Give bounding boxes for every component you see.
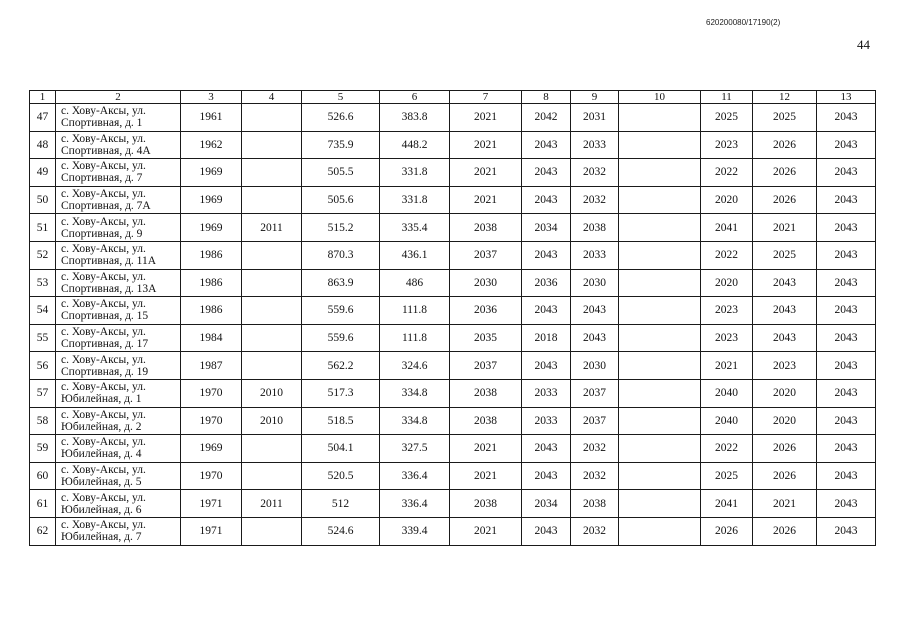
cell-col-4 [242, 324, 302, 352]
cell-col-10 [619, 435, 701, 463]
table-row [30, 269, 876, 297]
cell-col-11: 2040 [701, 379, 753, 407]
cell-col-13: 2043 [817, 297, 876, 325]
address-line-2: Спортивная, д. 9 [61, 227, 143, 240]
cell-col-10 [619, 104, 701, 132]
cell-col-8: 2034 [522, 490, 571, 518]
table-row [30, 462, 876, 490]
table-row [30, 435, 876, 463]
cell-col-7: 2030 [450, 269, 522, 297]
cell-col-9: 2032 [571, 435, 619, 463]
cell-col-5: 515.2 [302, 214, 380, 242]
cell-col-12: 2026 [753, 159, 817, 187]
row-number-cell: 54 [30, 297, 56, 325]
cell-col-11: 2023 [701, 131, 753, 159]
row-number-cell: 55 [30, 324, 56, 352]
address-cell [56, 214, 181, 242]
cell-col-5: 870.3 [302, 241, 380, 269]
table-row [30, 407, 876, 435]
cell-col-4 [242, 462, 302, 490]
cell-col-3: 1984 [181, 324, 242, 352]
row-number-cell: 61 [30, 490, 56, 518]
cell-col-8: 2043 [522, 186, 571, 214]
cell-col-12: 2026 [753, 131, 817, 159]
cell-col-3: 1969 [181, 214, 242, 242]
column-header-11: 11 [701, 91, 753, 104]
cell-col-6: 111.8 [380, 324, 450, 352]
cell-col-9: 2037 [571, 407, 619, 435]
cell-col-5: 562.2 [302, 352, 380, 380]
cell-col-11: 2023 [701, 324, 753, 352]
cell-col-5: 559.6 [302, 297, 380, 325]
cell-col-5: 735.9 [302, 131, 380, 159]
cell-col-5: 505.6 [302, 186, 380, 214]
address-line-1: с. Хову-Аксы, ул. [61, 519, 146, 532]
cell-col-9: 2031 [571, 104, 619, 132]
header-row [30, 91, 876, 104]
cell-col-10 [619, 517, 701, 545]
cell-col-13: 2043 [817, 517, 876, 545]
cell-col-13: 2043 [817, 352, 876, 380]
column-header-12: 12 [753, 91, 817, 104]
row-number-cell: 57 [30, 379, 56, 407]
cell-col-6: 324.6 [380, 352, 450, 380]
cell-col-6: 334.8 [380, 379, 450, 407]
cell-col-10 [619, 214, 701, 242]
address-line-2: Юбилейная, д. 1 [61, 393, 142, 406]
cell-col-4 [242, 186, 302, 214]
cell-col-10 [619, 241, 701, 269]
cell-col-12: 2021 [753, 214, 817, 242]
row-number-cell: 60 [30, 462, 56, 490]
row-number-cell: 53 [30, 269, 56, 297]
cell-col-10 [619, 407, 701, 435]
address-cell [56, 352, 181, 380]
address-line-1: с. Хову-Аксы, ул. [61, 215, 146, 228]
column-header-2: 2 [56, 91, 181, 104]
cell-col-3: 1962 [181, 131, 242, 159]
cell-col-12: 2025 [753, 241, 817, 269]
cell-col-3: 1986 [181, 269, 242, 297]
cell-col-13: 2043 [817, 435, 876, 463]
cell-col-11: 2041 [701, 490, 753, 518]
address-line-1: с. Хову-Аксы, ул. [61, 436, 146, 449]
address-cell [56, 104, 181, 132]
row-number-cell: 59 [30, 435, 56, 463]
address-line-2: Спортивная, д. 19 [61, 365, 149, 378]
address-cell [56, 186, 181, 214]
cell-col-6: 448.2 [380, 131, 450, 159]
cell-col-5: 518.5 [302, 407, 380, 435]
cell-col-4: 2010 [242, 407, 302, 435]
cell-col-5: 512 [302, 490, 380, 518]
cell-col-12: 2025 [753, 104, 817, 132]
cell-col-4 [242, 241, 302, 269]
column-header-13: 13 [817, 91, 876, 104]
cell-col-3: 1986 [181, 241, 242, 269]
address-cell [56, 517, 181, 545]
cell-col-11: 2022 [701, 435, 753, 463]
cell-col-5: 863.9 [302, 269, 380, 297]
cell-col-10 [619, 324, 701, 352]
address-line-2: Спортивная, д. 11А [61, 255, 157, 268]
column-header-5: 5 [302, 91, 380, 104]
cell-col-9: 2032 [571, 462, 619, 490]
cell-col-10 [619, 352, 701, 380]
address-cell [56, 159, 181, 187]
address-cell [56, 490, 181, 518]
cell-col-4 [242, 159, 302, 187]
address-line-2: Спортивная, д. 15 [61, 310, 149, 323]
cell-col-11: 2040 [701, 407, 753, 435]
address-line-1: с. Хову-Аксы, ул. [61, 298, 146, 311]
cell-col-7: 2021 [450, 131, 522, 159]
cell-col-3: 1970 [181, 462, 242, 490]
table-row [30, 241, 876, 269]
cell-col-13: 2043 [817, 407, 876, 435]
cell-col-8: 2043 [522, 462, 571, 490]
cell-col-12: 2020 [753, 379, 817, 407]
page-number: 44 [857, 37, 870, 52]
cell-col-11: 2022 [701, 159, 753, 187]
cell-col-8: 2034 [522, 214, 571, 242]
cell-col-9: 2038 [571, 490, 619, 518]
address-line-2: Юбилейная, д. 2 [61, 420, 142, 433]
cell-col-12: 2026 [753, 186, 817, 214]
cell-col-7: 2021 [450, 517, 522, 545]
cell-col-5: 504.1 [302, 435, 380, 463]
cell-col-9: 2037 [571, 379, 619, 407]
address-line-1: с. Хову-Аксы, ул. [61, 464, 146, 477]
cell-col-7: 2021 [450, 159, 522, 187]
cell-col-6: 111.8 [380, 297, 450, 325]
cell-col-4 [242, 269, 302, 297]
address-cell [56, 269, 181, 297]
address-cell [56, 241, 181, 269]
cell-col-12: 2020 [753, 407, 817, 435]
cell-col-3: 1969 [181, 435, 242, 463]
cell-col-10 [619, 462, 701, 490]
cell-col-9: 2032 [571, 186, 619, 214]
cell-col-9: 2032 [571, 159, 619, 187]
address-cell [56, 407, 181, 435]
address-line-2: Спортивная, д. 17 [61, 338, 149, 351]
column-header-8: 8 [522, 91, 571, 104]
column-header-6: 6 [380, 91, 450, 104]
cell-col-12: 2023 [753, 352, 817, 380]
address-line-2: Спортивная, д. 7А [61, 200, 151, 213]
cell-col-12: 2026 [753, 462, 817, 490]
cell-col-8: 2043 [522, 241, 571, 269]
cell-col-4 [242, 352, 302, 380]
cell-col-13: 2043 [817, 324, 876, 352]
address-line-1: с. Хову-Аксы, ул. [61, 491, 146, 504]
cell-col-8: 2043 [522, 297, 571, 325]
row-number-cell: 58 [30, 407, 56, 435]
cell-col-7: 2036 [450, 297, 522, 325]
address-line-2: Юбилейная, д. 5 [61, 476, 142, 489]
cell-col-13: 2043 [817, 186, 876, 214]
address-line-2: Спортивная, д. 4А [61, 144, 151, 157]
row-number-cell: 52 [30, 241, 56, 269]
cell-col-11: 2021 [701, 352, 753, 380]
cell-col-7: 2038 [450, 407, 522, 435]
address-cell [56, 324, 181, 352]
row-number-cell: 49 [30, 159, 56, 187]
cell-col-8: 2033 [522, 379, 571, 407]
cell-col-10 [619, 297, 701, 325]
cell-col-12: 2026 [753, 517, 817, 545]
address-line-1: с. Хову-Аксы, ул. [61, 270, 146, 283]
row-number-cell: 62 [30, 517, 56, 545]
cell-col-9: 2030 [571, 352, 619, 380]
cell-col-4: 2011 [242, 490, 302, 518]
cell-col-12: 2043 [753, 297, 817, 325]
cell-col-11: 2026 [701, 517, 753, 545]
cell-col-3: 1961 [181, 104, 242, 132]
address-line-1: с. Хову-Аксы, ул. [61, 132, 146, 145]
cell-col-12: 2043 [753, 269, 817, 297]
cell-col-6: 334.8 [380, 407, 450, 435]
table-row [30, 324, 876, 352]
table-row [30, 379, 876, 407]
address-line-1: с. Хову-Аксы, ул. [61, 243, 146, 256]
cell-col-13: 2043 [817, 269, 876, 297]
table-body [30, 104, 876, 546]
address-line-2: Юбилейная, д. 4 [61, 448, 142, 461]
cell-col-13: 2043 [817, 131, 876, 159]
cell-col-11: 2020 [701, 186, 753, 214]
cell-col-4 [242, 435, 302, 463]
address-line-1: с. Хову-Аксы, ул. [61, 105, 146, 118]
address-line-2: Спортивная, д. 1 [61, 117, 143, 130]
address-line-2: Юбилейная, д. 6 [61, 503, 142, 516]
cell-col-7: 2021 [450, 462, 522, 490]
cell-col-7: 2021 [450, 186, 522, 214]
cell-col-7: 2037 [450, 241, 522, 269]
cell-col-13: 2043 [817, 159, 876, 187]
cell-col-11: 2023 [701, 297, 753, 325]
cell-col-10 [619, 490, 701, 518]
address-cell [56, 379, 181, 407]
column-header-4: 4 [242, 91, 302, 104]
cell-col-9: 2043 [571, 297, 619, 325]
column-header-3: 3 [181, 91, 242, 104]
cell-col-12: 2043 [753, 324, 817, 352]
address-line-1: с. Хову-Аксы, ул. [61, 408, 146, 421]
table-row [30, 297, 876, 325]
address-cell [56, 297, 181, 325]
table-row [30, 131, 876, 159]
address-line-2: Спортивная, д. 7 [61, 172, 143, 185]
address-line-1: с. Хову-Аксы, ул. [61, 326, 146, 339]
cell-col-7: 2038 [450, 490, 522, 518]
cell-col-7: 2038 [450, 214, 522, 242]
column-header-9: 9 [571, 91, 619, 104]
cell-col-8: 2043 [522, 435, 571, 463]
table-row [30, 352, 876, 380]
cell-col-8: 2043 [522, 352, 571, 380]
address-line-1: с. Хову-Аксы, ул. [61, 160, 146, 173]
cell-col-9: 2033 [571, 131, 619, 159]
cell-col-4: 2010 [242, 379, 302, 407]
cell-col-13: 2043 [817, 490, 876, 518]
cell-col-4 [242, 104, 302, 132]
cell-col-4 [242, 517, 302, 545]
cell-col-7: 2035 [450, 324, 522, 352]
address-line-1: с. Хову-Аксы, ул. [61, 381, 146, 394]
cell-col-6: 486 [380, 269, 450, 297]
cell-col-8: 2036 [522, 269, 571, 297]
cell-col-13: 2043 [817, 214, 876, 242]
cell-col-12: 2021 [753, 490, 817, 518]
table-row [30, 104, 876, 132]
cell-col-10 [619, 131, 701, 159]
document-code: 620200080/17190(2) [706, 18, 781, 27]
cell-col-8: 2018 [522, 324, 571, 352]
cell-col-7: 2021 [450, 104, 522, 132]
cell-col-3: 1987 [181, 352, 242, 380]
table-row [30, 186, 876, 214]
cell-col-9: 2038 [571, 214, 619, 242]
address-cell [56, 435, 181, 463]
column-header-10: 10 [619, 91, 701, 104]
table-row [30, 490, 876, 518]
cell-col-6: 335.4 [380, 214, 450, 242]
cell-col-11: 2025 [701, 104, 753, 132]
table-row [30, 214, 876, 242]
cell-col-11: 2041 [701, 214, 753, 242]
cell-col-3: 1970 [181, 407, 242, 435]
address-cell [56, 131, 181, 159]
table-row [30, 159, 876, 187]
cell-col-5: 559.6 [302, 324, 380, 352]
cell-col-3: 1969 [181, 159, 242, 187]
address-line-2: Юбилейная, д. 7 [61, 531, 142, 544]
row-number-cell: 50 [30, 186, 56, 214]
address-line-2: Спортивная, д. 13А [61, 282, 157, 295]
cell-col-6: 336.4 [380, 462, 450, 490]
cell-col-13: 2043 [817, 104, 876, 132]
cell-col-3: 1970 [181, 379, 242, 407]
row-number-cell: 47 [30, 104, 56, 132]
cell-col-8: 2043 [522, 159, 571, 187]
cell-col-5: 524.6 [302, 517, 380, 545]
table-row [30, 517, 876, 545]
cell-col-7: 2038 [450, 379, 522, 407]
cell-col-9: 2033 [571, 241, 619, 269]
cell-col-6: 383.8 [380, 104, 450, 132]
address-cell [56, 462, 181, 490]
cell-col-11: 2025 [701, 462, 753, 490]
cell-col-11: 2022 [701, 241, 753, 269]
data-table [29, 90, 876, 546]
cell-col-13: 2043 [817, 241, 876, 269]
cell-col-4: 2011 [242, 214, 302, 242]
cell-col-5: 520.5 [302, 462, 380, 490]
cell-col-8: 2043 [522, 517, 571, 545]
cell-col-11: 2020 [701, 269, 753, 297]
cell-col-10 [619, 379, 701, 407]
cell-col-5: 517.3 [302, 379, 380, 407]
cell-col-8: 2042 [522, 104, 571, 132]
cell-col-6: 436.1 [380, 241, 450, 269]
cell-col-6: 336.4 [380, 490, 450, 518]
cell-col-5: 526.6 [302, 104, 380, 132]
cell-col-3: 1971 [181, 517, 242, 545]
cell-col-3: 1986 [181, 297, 242, 325]
cell-col-12: 2026 [753, 435, 817, 463]
cell-col-4 [242, 297, 302, 325]
cell-col-6: 327.5 [380, 435, 450, 463]
cell-col-6: 331.8 [380, 159, 450, 187]
cell-col-10 [619, 269, 701, 297]
cell-col-8: 2033 [522, 407, 571, 435]
cell-col-3: 1969 [181, 186, 242, 214]
cell-col-3: 1971 [181, 490, 242, 518]
cell-col-6: 331.8 [380, 186, 450, 214]
cell-col-7: 2021 [450, 435, 522, 463]
cell-col-8: 2043 [522, 131, 571, 159]
cell-col-7: 2037 [450, 352, 522, 380]
cell-col-5: 505.5 [302, 159, 380, 187]
cell-col-9: 2030 [571, 269, 619, 297]
row-number-cell: 56 [30, 352, 56, 380]
cell-col-9: 2032 [571, 517, 619, 545]
cell-col-13: 2043 [817, 379, 876, 407]
cell-col-9: 2043 [571, 324, 619, 352]
cell-col-10 [619, 159, 701, 187]
cell-col-10 [619, 186, 701, 214]
column-header-7: 7 [450, 91, 522, 104]
cell-col-4 [242, 131, 302, 159]
address-line-1: с. Хову-Аксы, ул. [61, 188, 146, 201]
column-header-1: 1 [30, 91, 56, 104]
cell-col-13: 2043 [817, 462, 876, 490]
cell-col-6: 339.4 [380, 517, 450, 545]
row-number-cell: 51 [30, 214, 56, 242]
row-number-cell: 48 [30, 131, 56, 159]
address-line-1: с. Хову-Аксы, ул. [61, 353, 146, 366]
